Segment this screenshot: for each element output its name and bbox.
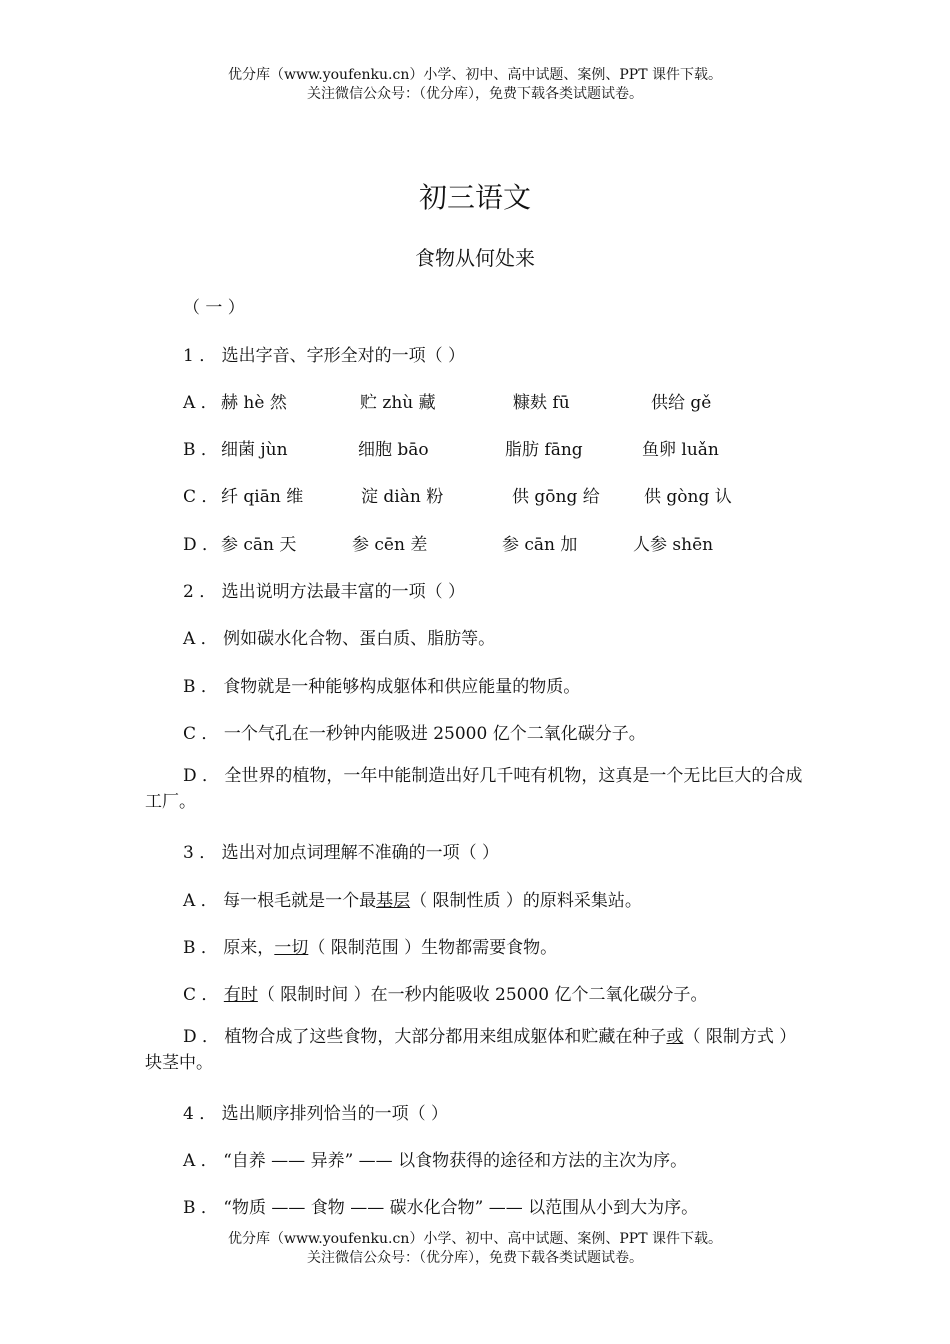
q1-b-item-4: 鱼卵 luǎn	[642, 440, 719, 460]
page-subtitle: 食物从何处来	[415, 246, 535, 270]
q3-c-pre: C ．	[183, 985, 224, 1005]
q2-stem: 2 ． 选出说明方法最丰富的一项（ ）	[183, 582, 466, 602]
q1-a-label: A ．	[183, 393, 218, 413]
page-title: 初三语文	[418, 181, 531, 214]
q2-option-c: C ． 一个气孔在一秒钟内能吸进 25000 亿个二氧化碳分子。	[183, 724, 646, 744]
q1-d-item-2: 参 cēn 差	[352, 535, 428, 555]
section-label: （ 一 ）	[183, 298, 245, 318]
q2-option-d: D ． 全世界的植物，一年中能制造出好几千吨有机物，这真是一个无比巨大的合成工厂。	[145, 766, 803, 812]
q1-a-item-1: 赫 hè 然	[221, 393, 287, 413]
header-line-2: 关注微信公众号：（优分库），免费下载各类试题试卷。	[307, 86, 643, 102]
q1-d-item-1: 参 cān 天	[221, 535, 297, 555]
q4-stem: 4 ． 选出顺序排列恰当的一项（ ）	[183, 1104, 449, 1124]
q1-a-item-4: 供给 gě	[651, 393, 712, 413]
q3-option-b	[183, 933, 557, 958]
q1-b-item-1: 细菌 jùn	[221, 440, 288, 460]
q1-b-item-3: 脂肪 fāng	[505, 440, 583, 460]
q3-c-marked-word: 有时	[223, 985, 258, 1005]
footer-line-2: 关注微信公众号：（优分库），免费下载各类试题试卷。	[307, 1250, 643, 1266]
q1-d-label: D ．	[183, 535, 220, 555]
q1-option-a	[183, 388, 221, 413]
q1-b-item-2: 细胞 bāo	[358, 440, 429, 460]
q4-option-b: B ． “物质 —— 食物 —— 碳水化合物” —— 以范围从小到大为序。	[183, 1198, 699, 1218]
q3-d-post: （ 限制方式 ）块茎中。	[145, 1027, 797, 1073]
q1-a-item-3: 糠麸 fū	[513, 393, 570, 413]
q3-b-pre: B ． 原来，	[183, 938, 275, 958]
q3-a-post: （ 限制性质 ）的原料采集站。	[410, 891, 642, 911]
page-header	[0, 66, 950, 104]
q2-option-a: A ． 例如碳水化合物、蛋白质、脂肪等。	[183, 629, 496, 649]
q3-option-a	[183, 886, 642, 911]
q1-b-label: B ．	[183, 440, 218, 460]
q3-d-marked-word: 或	[666, 1027, 684, 1047]
q1-c-item-4: 供 gòng 认	[644, 487, 732, 507]
q1-d-item-4: 人参 shēn	[633, 535, 714, 555]
q3-d-pre: D ． 植物合成了这些食物，大部分都用来组成躯体和贮藏在种子	[183, 1027, 667, 1047]
q3-b-marked-word: 一切	[274, 938, 309, 958]
q3-option-c	[183, 980, 708, 1005]
page-footer	[0, 1230, 950, 1268]
q3-option-d	[145, 1024, 810, 1076]
q1-c-item-1: 纤 qiān 维	[221, 487, 304, 507]
q2-option-b: B ． 食物就是一种能够构成躯体和供应能量的物质。	[183, 677, 581, 697]
q3-a-marked-word: 基层	[376, 891, 411, 911]
q1-c-label: C ．	[183, 487, 219, 507]
q4-option-a: A ． “自养 —— 异养” —— 以食物获得的途径和方法的主次为序。	[183, 1151, 688, 1171]
q1-c-item-2: 淀 diàn 粉	[361, 487, 444, 507]
q3-b-post: （ 限制范围 ）生物都需要食物。	[308, 938, 558, 958]
header-line-1: 优分库（www.youfenku.cn）小学、初中、高中试题、案例、PPT 课件下载。	[227, 67, 722, 83]
q3-a-pre: A ． 每一根毛就是一个最	[183, 891, 377, 911]
q1-a-item-2: 贮 zhù 藏	[360, 393, 436, 413]
footer-line-1: 优分库（www.youfenku.cn）小学、初中、高中试题、案例、PPT 课件下载。	[227, 1231, 722, 1247]
q3-c-post: （ 限制时间 ）在一秒内能吸收 25000 亿个二氧化碳分子。	[257, 985, 708, 1005]
q1-stem: 1 ． 选出字音、字形全对的一项（ ）	[183, 346, 466, 366]
q1-c-item-3: 供 gōng 给	[512, 487, 600, 507]
q3-stem: 3 ． 选出对加点词理解不准确的一项（ ）	[183, 843, 500, 863]
q1-d-item-3: 参 cān 加	[502, 535, 578, 555]
